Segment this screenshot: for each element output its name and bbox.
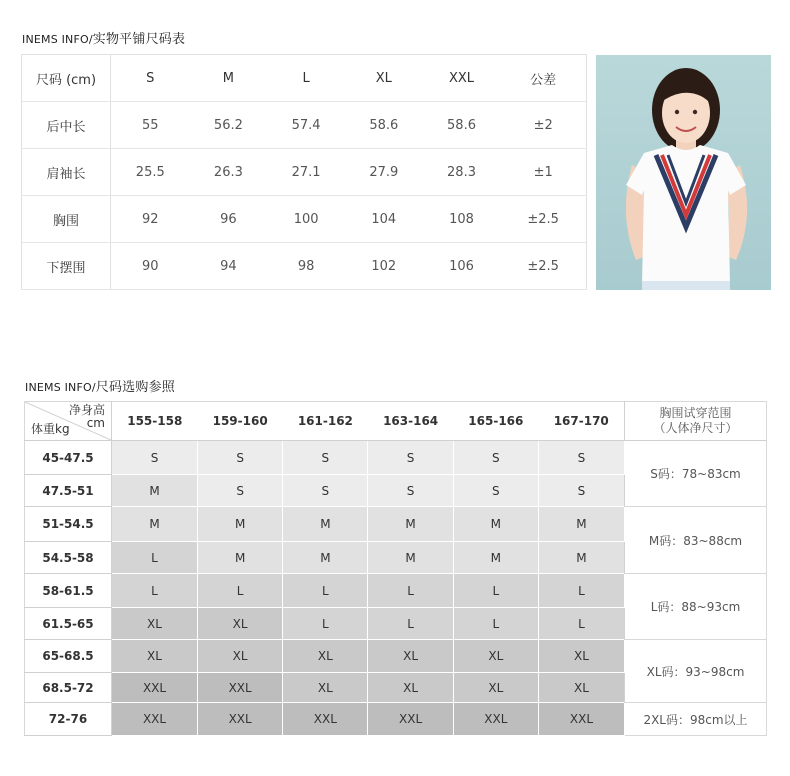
model-photo <box>596 55 771 290</box>
table-cell: ±2.5 <box>500 243 586 290</box>
table-cell: 98 <box>267 243 345 290</box>
size-cell: XXL <box>198 673 283 703</box>
weight-label: 72-76 <box>25 703 112 736</box>
corner-weight-label: 体重kg <box>31 422 70 436</box>
table-cell: 55 <box>111 102 190 149</box>
row-label: 胸围 <box>22 196 111 243</box>
size-cell: XXL <box>368 703 453 736</box>
table-cell: 28.3 <box>423 149 501 196</box>
height-label-line2: cm <box>86 416 105 430</box>
table-cell: 104 <box>345 196 423 243</box>
table-cell: 57.4 <box>267 102 345 149</box>
size-cell: S <box>283 475 368 507</box>
weight-label: 61.5-65 <box>25 608 112 640</box>
title-text: 实物平铺尺码表 <box>92 32 186 47</box>
size-cell: L <box>538 574 624 608</box>
size-rows <box>25 441 767 736</box>
height-header: 155-158 <box>112 402 198 441</box>
table-cell: 102 <box>345 243 423 290</box>
model-photo-illustration <box>596 55 771 290</box>
table-header-row <box>25 402 767 441</box>
corner-header <box>25 402 112 441</box>
height-header: 161-162 <box>283 402 368 441</box>
size-cell: L <box>283 608 368 640</box>
header-cell: L <box>267 55 345 102</box>
size-cell: M <box>283 507 368 542</box>
height-label-line1: 净身高 <box>68 403 105 417</box>
size-cell: L <box>112 542 198 574</box>
table-row <box>25 441 767 475</box>
table-row <box>22 243 587 290</box>
weight-label: 47.5-51 <box>25 475 112 507</box>
size-cell: L <box>538 608 624 640</box>
size-cell: M <box>283 542 368 574</box>
size-cell: S <box>112 441 198 475</box>
table-cell: 108 <box>423 196 501 243</box>
table-cell: 90 <box>111 243 190 290</box>
size-cell: XL <box>198 640 283 673</box>
size-cell: S <box>538 475 624 507</box>
size-cell: S <box>283 441 368 475</box>
size-cell: M <box>112 475 198 507</box>
size-cell: L <box>112 574 198 608</box>
table-cell: 27.1 <box>267 149 345 196</box>
size-cell: XXL <box>283 703 368 736</box>
weight-label: 54.5-58 <box>25 542 112 574</box>
size-guide-title <box>25 376 175 395</box>
weight-label: 65-68.5 <box>25 640 112 673</box>
size-cell: S <box>453 475 538 507</box>
size-cell: L <box>368 608 453 640</box>
table-row <box>25 507 767 542</box>
table-cell: ±2 <box>500 102 586 149</box>
size-cell: S <box>538 441 624 475</box>
table-cell: 58.6 <box>423 102 501 149</box>
table-row <box>22 196 587 243</box>
corner-height-label <box>69 404 105 430</box>
size-cell: XL <box>453 640 538 673</box>
header-cell: XL <box>345 55 423 102</box>
height-header: 165-166 <box>453 402 538 441</box>
size-cell: XL <box>538 640 624 673</box>
table-cell: 96 <box>190 196 268 243</box>
size-cell: M <box>453 542 538 574</box>
table-cell: 26.3 <box>190 149 268 196</box>
size-cell: XL <box>368 673 453 703</box>
size-cell: S <box>368 441 453 475</box>
size-cell: L <box>283 574 368 608</box>
chest-range: L码：88~93cm <box>625 574 767 640</box>
size-cell: XL <box>112 640 198 673</box>
size-table-title <box>22 28 185 47</box>
size-cell: M <box>538 507 624 542</box>
range-header <box>625 402 767 441</box>
header-cell: 公差 <box>500 55 586 102</box>
size-cell: M <box>538 542 624 574</box>
size-cell: M <box>112 507 198 542</box>
header-cell: M <box>190 55 268 102</box>
table-cell: 25.5 <box>111 149 190 196</box>
size-cell: M <box>453 507 538 542</box>
range-header-line1: 胸围试穿范围 <box>659 406 732 420</box>
size-recommendation-table <box>24 401 767 736</box>
size-cell: L <box>368 574 453 608</box>
table-cell: ±1 <box>500 149 586 196</box>
weight-label: 51-54.5 <box>25 507 112 542</box>
size-cell: S <box>198 441 283 475</box>
table-row <box>22 149 587 196</box>
size-cell: XL <box>198 608 283 640</box>
row-label: 肩袖长 <box>22 149 111 196</box>
size-cell: M <box>368 542 453 574</box>
chest-range: M码：83~88cm <box>625 507 767 574</box>
weight-label: 68.5-72 <box>25 673 112 703</box>
table-header-row <box>22 55 587 102</box>
table-cell: 58.6 <box>345 102 423 149</box>
table-cell: 94 <box>190 243 268 290</box>
height-header: 163-164 <box>368 402 453 441</box>
table-cell: 56.2 <box>190 102 268 149</box>
table-row <box>25 574 767 608</box>
size-cell: M <box>368 507 453 542</box>
size-cell: XL <box>283 673 368 703</box>
size-cell: XL <box>453 673 538 703</box>
chest-range: S码：78~83cm <box>625 441 767 507</box>
table-cell: 92 <box>111 196 190 243</box>
title-text: 尺码选购参照 <box>95 380 175 395</box>
title-brand: INEMS INFO/ <box>25 381 96 394</box>
size-cell: S <box>453 441 538 475</box>
table-cell: 27.9 <box>345 149 423 196</box>
range-header-line2: （人体净尺寸） <box>653 421 738 435</box>
size-cell: S <box>368 475 453 507</box>
weight-label: 58-61.5 <box>25 574 112 608</box>
size-cell: S <box>198 475 283 507</box>
size-cell: XXL <box>198 703 283 736</box>
table-cell: 106 <box>423 243 501 290</box>
table-cell: 100 <box>267 196 345 243</box>
chest-range: XL码：93~98cm <box>625 640 767 703</box>
size-cell: XL <box>283 640 368 673</box>
size-cell: XL <box>368 640 453 673</box>
size-cell: XL <box>112 608 198 640</box>
size-cell: M <box>198 507 283 542</box>
table-cell: ±2.5 <box>500 196 586 243</box>
garment-size-table <box>21 54 587 290</box>
size-cell: XXL <box>112 673 198 703</box>
table-row <box>25 640 767 673</box>
size-cell: M <box>198 542 283 574</box>
size-cell: XXL <box>538 703 624 736</box>
size-cell: XXL <box>112 703 198 736</box>
size-cell: L <box>453 574 538 608</box>
height-header: 159-160 <box>198 402 283 441</box>
header-cell: 尺码 (cm) <box>22 55 111 102</box>
chest-range: 2XL码：98cm以上 <box>625 703 767 736</box>
title-brand: INEMS INFO/ <box>22 33 93 46</box>
height-header: 167-170 <box>538 402 624 441</box>
header-cell: XXL <box>423 55 501 102</box>
table-row <box>22 102 587 149</box>
size-cell: XXL <box>453 703 538 736</box>
size-cell: L <box>198 574 283 608</box>
size-cell: XL <box>538 673 624 703</box>
weight-label: 45-47.5 <box>25 441 112 475</box>
header-cell: S <box>111 55 190 102</box>
table-row <box>25 703 767 736</box>
row-label: 后中长 <box>22 102 111 149</box>
size-cell: L <box>453 608 538 640</box>
row-label: 下摆围 <box>22 243 111 290</box>
